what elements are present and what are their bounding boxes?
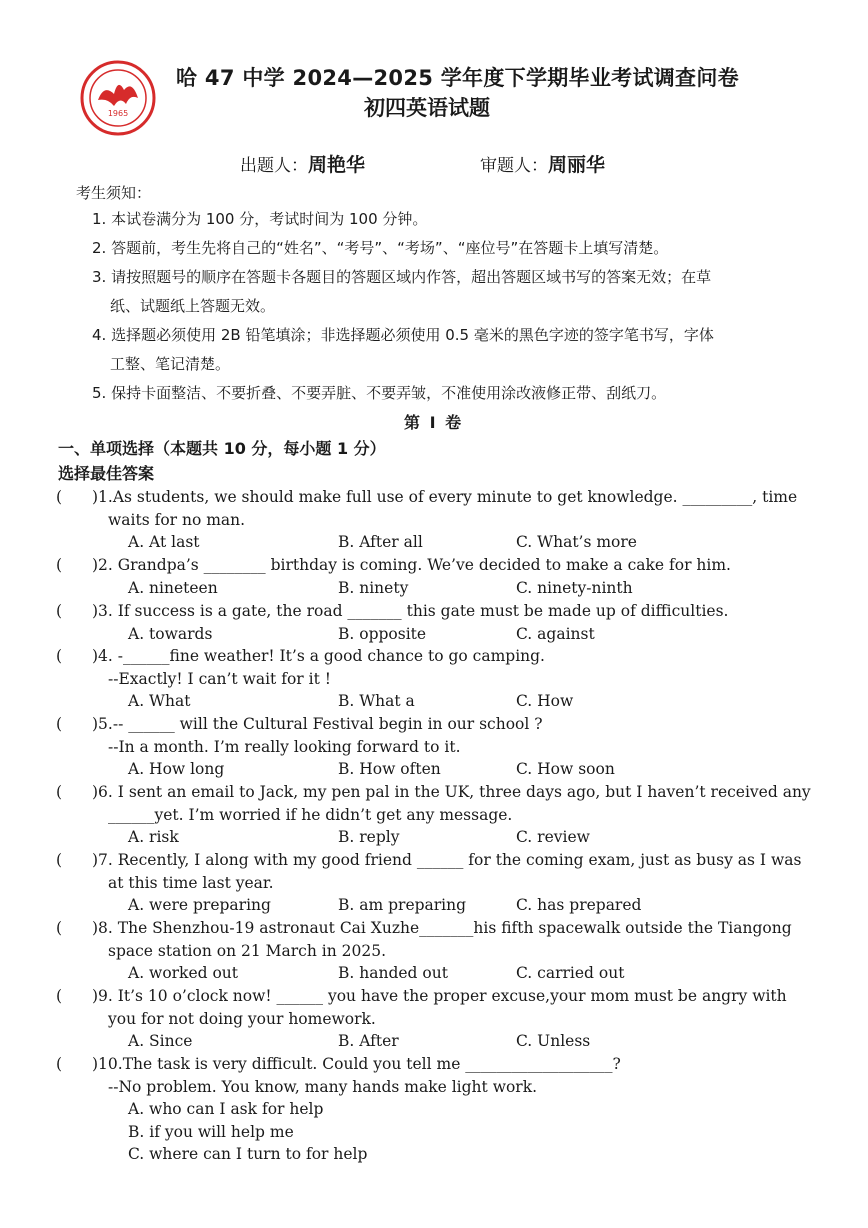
option-a: A. What bbox=[128, 692, 191, 711]
question-2: ( )2. Grandpa’s ________ birthday is coming. We’ve decided to make a cake for him. A. nineteen B. ninety C. ninety-ninth bbox=[56, 554, 816, 599]
exam-subtitle: 初四英语试题 bbox=[364, 96, 490, 120]
question-3: ( )3. If success is a gate, the road _______ this gate must be made up of difficulties. A. towards B. opposite C. against bbox=[56, 600, 816, 645]
option-c: C. against bbox=[516, 624, 595, 643]
question-9: ( )9. It’s 10 o’clock now! ______ you have the proper excuse,your mom must be angry with you for not doing your homework. A. Since B. After C. Unless bbox=[56, 985, 816, 1053]
reviewer bbox=[480, 150, 605, 177]
option-b: B. am preparing bbox=[338, 896, 467, 915]
option-b: B. opposite bbox=[338, 624, 427, 643]
question-6: ( )6. I sent an email to Jack, my pen pal in the UK, three days ago, but I haven’t received any ______yet. I’m worried if he didn’t get any message. A. risk B. reply C. review bbox=[56, 781, 816, 849]
option-c: C. What’s more bbox=[516, 533, 637, 552]
section-title: 一、单项选择（本题共 10 分，每小题 1 分） bbox=[58, 439, 386, 458]
question-1: ( )1.As students, we should make full use of every minute to get knowledge. _________, time waits for no man. A. At last B. After all C. What’s more bbox=[56, 486, 816, 554]
notice-item: 3. 请按照题号的顺序在答题卡各题目的答题区域内作答，超出答题区域书写的答案无效；在草 纸、试题纸上答题无效。 bbox=[92, 268, 712, 315]
notice-heading: 考生须知： bbox=[76, 184, 152, 202]
logo-year: 1965 bbox=[107, 109, 129, 118]
option-a: A. worked out bbox=[128, 964, 239, 983]
question-7: ( )7. Recently, I along with my good friend ______ for the coming exam, just as busy as I was at this time last year. A. were preparing B. am preparing C. has prepared bbox=[56, 849, 816, 917]
option-c: C. How soon bbox=[516, 760, 615, 779]
reviewer-label: 审题人： bbox=[480, 156, 548, 176]
notice-item: 1. 本试卷满分为 100 分，考试时间为 100 分钟。 bbox=[92, 210, 428, 228]
notice-item: 5. 保持卡面整洁、不要折叠、不要弄脏、不要弄皱，不准使用涂改液修正带、刮纸刀。 bbox=[92, 384, 667, 402]
option-b: B. What a bbox=[338, 692, 415, 711]
question-10: ( )10.The task is very difficult. Could you tell me ___________________? --No problem. You know, many hands make light work. A. who can I ask for help B. if you will help me C. where can I turn to for help bbox=[56, 1053, 816, 1166]
option-b: B. After all bbox=[338, 533, 423, 552]
question-8: ( )8. The Shenzhou-19 astronaut Cai Xuzhe_______his fifth spacewalk outside the Tiangong space station on 21 March in 2025. A. worked out B. handed out C. carried out bbox=[56, 917, 816, 985]
option-b: B. reply bbox=[338, 828, 400, 847]
option-a: A. who can I ask for help bbox=[128, 1100, 324, 1119]
option-c: C. ninety-ninth bbox=[516, 578, 633, 597]
option-a: A. were preparing bbox=[128, 896, 271, 915]
option-a: A. risk bbox=[128, 828, 179, 847]
option-a: A. At last bbox=[128, 533, 200, 552]
option-a: A. nineteen bbox=[128, 578, 218, 597]
option-c: C. has prepared bbox=[516, 896, 642, 915]
question-4: ( )4. -______fine weather! It’s a good chance to go camping. --Exactly! I can’t wait for it ! A. What B. What a C. How bbox=[56, 645, 816, 713]
option-c: C. review bbox=[516, 828, 590, 847]
notice-item: 4. 选择题必须使用 2B 铅笔填涂；非选择题必须使用 0.5 毫米的黑色字迹的签字笔书写，字体 工整、笔记清楚。 bbox=[92, 326, 714, 373]
setter bbox=[240, 150, 365, 177]
notice-item: 2. 答题前，考生先将自己的“姓名”、“考号”、“考场”、“座位号”在答题卡上填写清楚。 bbox=[92, 239, 669, 257]
option-b: B. ninety bbox=[338, 578, 409, 597]
option-b: B. if you will help me bbox=[128, 1122, 294, 1141]
option-b: B. handed out bbox=[338, 964, 448, 983]
setter-label: 出题人： bbox=[240, 156, 308, 176]
option-c: C. carried out bbox=[516, 964, 625, 983]
question-5: ( )5.-- ______ will the Cultural Festival begin in our school ? --In a month. I’m really looking forward to it. A. How long B. How often C. How soon bbox=[56, 713, 816, 781]
part-label: 第 I 卷 bbox=[404, 413, 464, 432]
option-c: C. where can I turn to for help bbox=[128, 1145, 368, 1164]
option-a: A. towards bbox=[128, 624, 213, 643]
option-b: B. How often bbox=[338, 760, 441, 779]
school-logo bbox=[80, 60, 156, 136]
option-a: A. How long bbox=[128, 760, 225, 779]
setter-name: 周艳华 bbox=[308, 154, 366, 176]
reviewer-name: 周丽华 bbox=[548, 154, 606, 176]
option-b: B. After bbox=[338, 1032, 399, 1051]
option-c: C. How bbox=[516, 692, 574, 711]
exam-title: 哈 47 中学 2024—2025 学年度下学期毕业考试调查问卷 bbox=[176, 66, 739, 90]
option-a: A. Since bbox=[128, 1032, 193, 1051]
section-subtitle: 选择最佳答案 bbox=[58, 464, 155, 483]
option-c: C. Unless bbox=[516, 1032, 591, 1051]
